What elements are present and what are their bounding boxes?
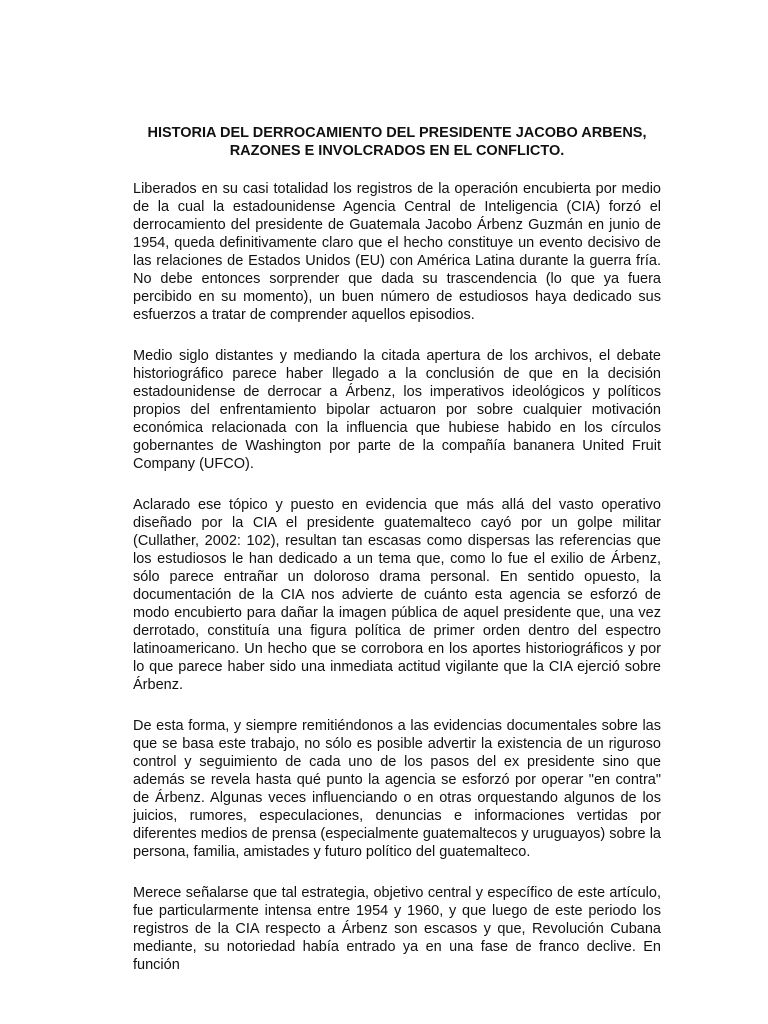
paragraph-1: Liberados en su casi totalidad los registros de la operación encubierta por medio de la cual la estadounidense Agencia Central de Inteligencia (CIA) forzó el derrocamiento del presidente de Guatemala Jacobo Árbenz Guzmán en junio de 1954, queda definitivamente claro que el hecho constituye un evento decisivo de las relaciones de Estados Unidos (EU) con América Latina durante la guerra fría. No debe entonces sorprender que dada su trascendencia (lo que ya fuera percibido en su momento), un buen número de estudiosos haya dedicado sus esfuerzos a tratar de comprender aquellos episodios. [133,181,661,323]
paragraph-4: De esta forma, y siempre remitiéndonos a las evidencias documentales sobre las que se basa este trabajo, no sólo es posible advertir la existencia de un riguroso control y seguimiento de cada uno de los pasos del ex presidente sino que además se revela hasta qué punto la agencia se esforzó por operar "en contra" de Árbenz. Algunas veces influenciando o en otras orquestando algunos de los juicios, rumores, especulaciones, denuncias e informaciones vertidas por diferentes medios de prensa (especialmente guatemaltecos y uruguayos) sobre la persona, familia, amistades y futuro político del guatemalteco. [133,718,661,860]
document-body [133,124,661,973]
paragraph-3: Aclarado ese tópico y puesto en evidencia que más allá del vasto operativo diseñado por la CIA el presidente guatemalteco cayó por un golpe militar (Cullather, 2002: 102), resultan tan escasas como dispersas las referencias que los estudiosos le han dedicado a un tema que, como lo fue el exilio de Árbenz, sólo parece entrañar un doloroso drama personal. En sentido opuesto, la documentación de la CIA nos advierte de cuánto esta agencia se esforzó de modo encubierto para dañar la imagen pública de aquel presidente que, una vez derrotado, constituía una figura política de primer orden dentro del espectro latinoamericano. Un hecho que se corrobora en los aportes historiográficos y por lo que parece haber sido una inmediata actitud vigilante que la CIA ejerció sobre Árbenz. [133,497,661,693]
paragraph-2: Medio siglo distantes y mediando la citada apertura de los archivos, el debate historiográfico parece haber llegado a la conclusión de que en la decisión estadounidense de derrocar a Árbenz, los imperativos ideológicos y políticos propios del enfrentamiento bipolar actuaron por sobre cualquier motivación económica relacionada con la influencia que hubiese habido en los círculos gobernantes de Washington por parte de la compañía bananera United Fruit Company (UFCO). [133,348,661,472]
paragraph-5: Merece señalarse que tal estrategia, objetivo central y específico de este artículo, fue particularmente intensa entre 1954 y 1960, y que luego de este periodo los registros de la CIA respecto a Árbenz son escasos y que, Revolución Cubana mediante, su notoriedad había entrado ya en una fase de franco declive. En función [133,885,661,973]
document-title: HISTORIA DEL DERROCAMIENTO DEL PRESIDENTE JACOBO ARBENS, RAZONES E INVOLCRADOS EN EL CONFLICTO. [147,125,647,159]
